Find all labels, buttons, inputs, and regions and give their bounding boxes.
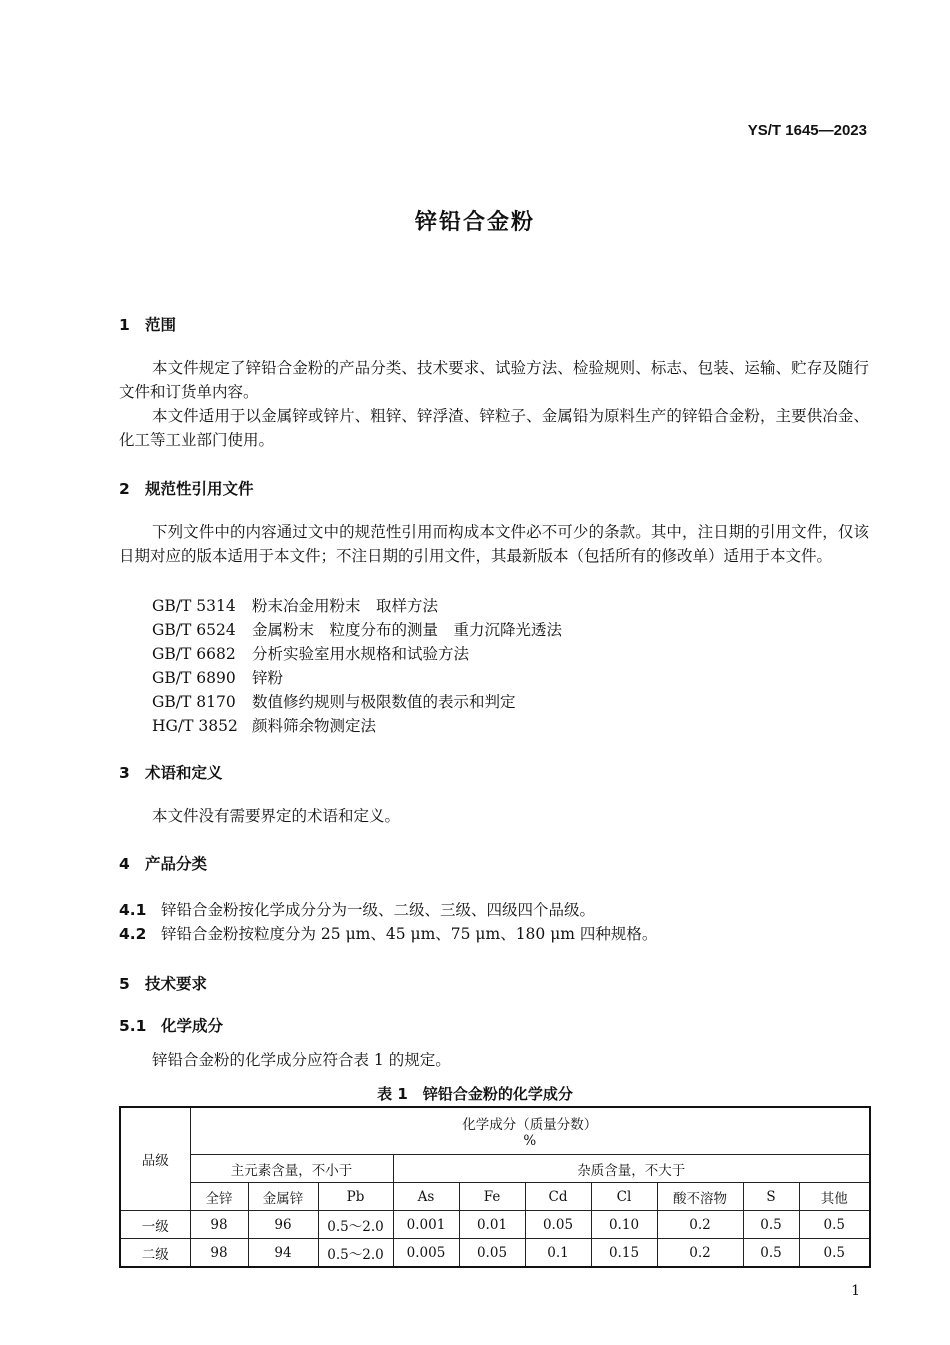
column-header: 金属锌 — [248, 1183, 318, 1211]
reference-name: 粉末冶金用粉末 取样方法 — [252, 597, 439, 615]
reference-code: GB/T 5314 — [152, 597, 236, 615]
table-cell: 0.5 — [799, 1211, 870, 1239]
section-1-title: 范围 — [145, 316, 177, 334]
reference-code: GB/T 6890 — [152, 669, 236, 687]
reference-item — [152, 642, 469, 664]
reference-name: 分析实验室用水规格和试验方法 — [252, 645, 470, 663]
reference-item — [152, 618, 562, 640]
table-cell: 0.1 — [525, 1239, 591, 1268]
main-element-group-header: 主元素含量，不小于 — [190, 1155, 393, 1183]
table-cell: 98 — [190, 1211, 248, 1239]
table-row — [120, 1239, 870, 1268]
clause-text: 锌铅合金粉按粒度分为 25 μm、45 μm、75 μm、180 μm 四种规格。 — [161, 925, 658, 943]
column-header: As — [393, 1183, 459, 1211]
column-header: Cd — [525, 1183, 591, 1211]
reference-name: 锌粉 — [252, 669, 284, 687]
reference-item — [152, 594, 438, 616]
column-header: Cl — [591, 1183, 657, 1211]
table-cell: 0.01 — [459, 1211, 525, 1239]
reference-code: GB/T 6682 — [152, 645, 236, 663]
section-4-number: 4 — [119, 855, 130, 873]
grade-cell: 二级 — [120, 1239, 190, 1268]
table-cell: 0.5 — [743, 1211, 799, 1239]
table-cell: 94 — [248, 1239, 318, 1268]
table-row — [120, 1211, 870, 1239]
standard-number: YS/T 1645—2023 — [747, 122, 867, 139]
section-3-text: 本文件没有需要界定的术语和定义。 — [152, 807, 401, 825]
section-1-heading — [119, 313, 176, 335]
section-1-paragraph-1: 本文件规定了锌铅合金粉的产品分类、技术要求、试验方法、检验规则、标志、包装、运输、贮存及随行文件和订货单内容。 — [119, 359, 869, 401]
impurity-group-header: 杂质含量，不大于 — [393, 1155, 870, 1183]
section-2-heading — [119, 477, 254, 499]
column-header: 其他 — [799, 1183, 870, 1211]
reference-code: GB/T 8170 — [152, 693, 236, 711]
section-3-heading — [119, 761, 223, 783]
column-header: S — [743, 1183, 799, 1211]
section-5-number: 5 — [119, 975, 130, 993]
section-1-number: 1 — [119, 316, 130, 334]
table-cell: 0.5 — [743, 1239, 799, 1268]
section-5-title: 技术要求 — [145, 975, 208, 993]
table-cell: 0.005 — [393, 1239, 459, 1268]
table-caption: 表 1 锌铅合金粉的化学成分 — [377, 1085, 573, 1103]
table-cell: 0.001 — [393, 1211, 459, 1239]
table-cell: 0.5～2.0 — [318, 1239, 393, 1268]
table-cell: 0.2 — [657, 1211, 743, 1239]
section-5-heading — [119, 972, 207, 994]
clause-4-1 — [119, 898, 595, 920]
section-5-1-title: 化学成分 — [161, 1017, 224, 1035]
composition-unit: % — [523, 1133, 537, 1149]
table-cell: 98 — [190, 1239, 248, 1268]
section-3-number: 3 — [119, 764, 130, 782]
reference-item — [152, 714, 376, 736]
grade-cell: 一级 — [120, 1211, 190, 1239]
section-5-1-number: 5.1 — [119, 1017, 147, 1035]
column-header: 全锌 — [190, 1183, 248, 1211]
section-4-heading — [119, 852, 207, 874]
reference-name: 数值修约规则与极限数值的表示和判定 — [252, 693, 516, 711]
section-5-1-heading — [119, 1014, 223, 1036]
clause-text: 锌铅合金粉按化学成分分为一级、二级、三级、四级四个品级。 — [161, 901, 596, 919]
reference-code: GB/T 6524 — [152, 621, 236, 639]
reference-item — [152, 690, 516, 712]
reference-name: 颜料筛余物测定法 — [252, 717, 377, 735]
column-header: 酸不溶物 — [657, 1183, 743, 1211]
grade-header: 品级 — [120, 1107, 190, 1211]
document-title: 锌铅合金粉 — [414, 210, 535, 235]
table-cell: 0.10 — [591, 1211, 657, 1239]
table-cell: 0.05 — [459, 1239, 525, 1268]
page-number: 1 — [851, 1283, 860, 1299]
reference-item — [152, 666, 283, 688]
section-2-number: 2 — [119, 480, 130, 498]
section-4-title: 产品分类 — [145, 855, 208, 873]
clause-number: 4.1 — [119, 901, 147, 919]
table-cell: 0.5～2.0 — [318, 1211, 393, 1239]
chemical-composition-table — [119, 1106, 871, 1268]
table-cell: 0.2 — [657, 1239, 743, 1268]
section-3-title: 术语和定义 — [145, 764, 223, 782]
section-2-title: 规范性引用文件 — [145, 480, 254, 498]
clause-4-2 — [119, 922, 657, 944]
reference-name: 金属粉末 粒度分布的测量 重力沉降光透法 — [252, 621, 563, 639]
table-cell: 96 — [248, 1211, 318, 1239]
section-1-paragraph-2: 本文件适用于以金属锌或锌片、粗锌、锌浮渣、锌粒子、金属铅为原料生产的锌铅合金粉，主要供冶金、化工等工业部门使用。 — [119, 407, 869, 449]
clause-number: 4.2 — [119, 925, 147, 943]
composition-title: 化学成分（质量分数） — [462, 1117, 598, 1133]
section-2-intro: 下列文件中的内容通过文中的规范性引用而构成本文件必不可少的条款。其中，注日期的引用文件，仅该日期对应的版本适用于本文件；不注日期的引用文件，其最新版本（包括所有的修改单）适用于本文件。 — [119, 523, 869, 565]
composition-header — [190, 1107, 870, 1155]
reference-code: HG/T 3852 — [152, 717, 238, 735]
section-5-1-text: 锌铅合金粉的化学成分应符合表 1 的规定。 — [152, 1051, 451, 1069]
column-header: Fe — [459, 1183, 525, 1211]
column-header: Pb — [318, 1183, 393, 1211]
table-cell: 0.5 — [799, 1239, 870, 1268]
table-cell: 0.15 — [591, 1239, 657, 1268]
table-cell: 0.05 — [525, 1211, 591, 1239]
